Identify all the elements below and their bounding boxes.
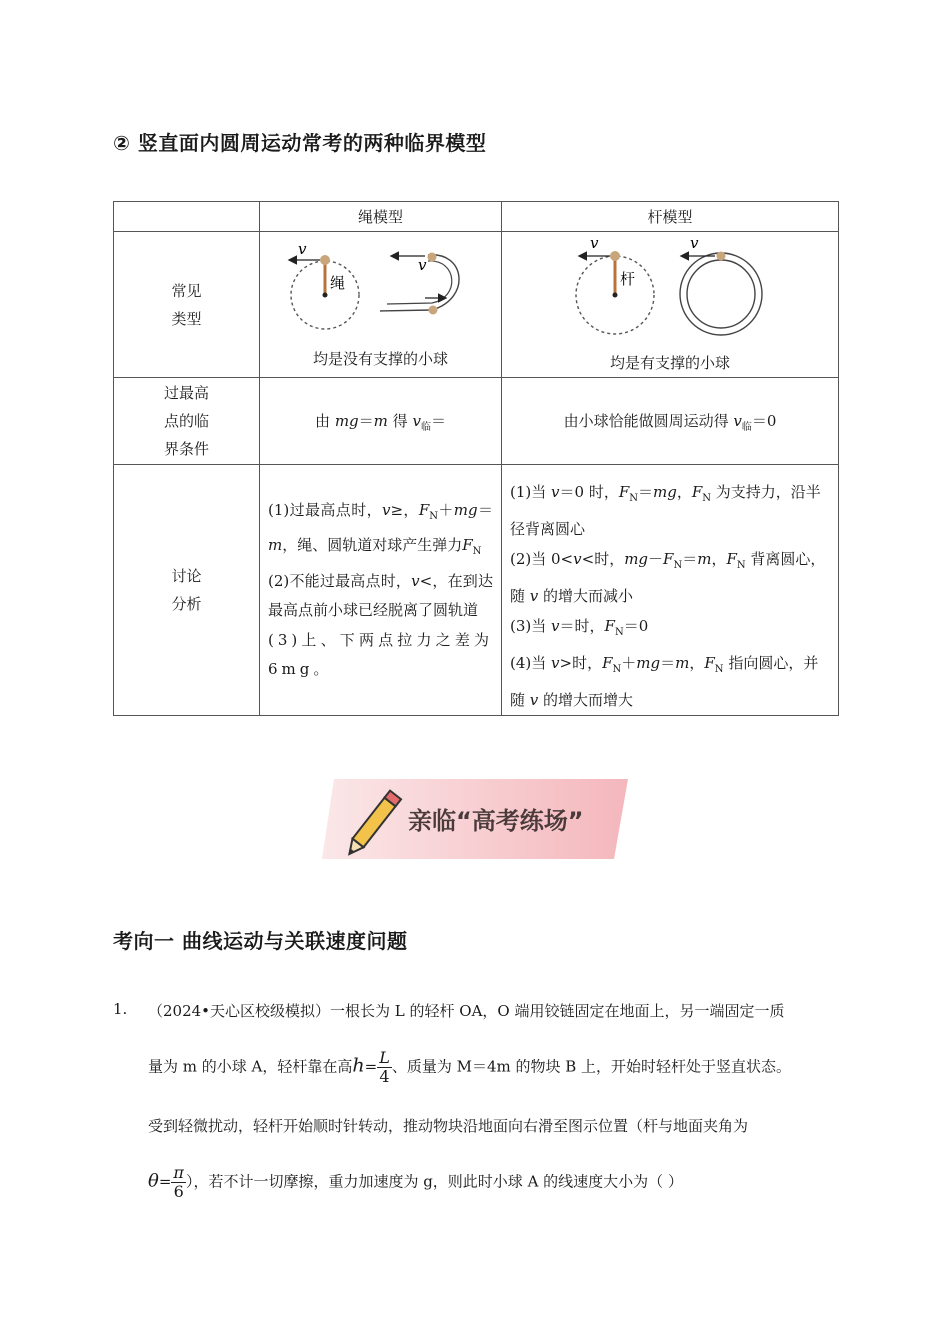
math-run: h [352,1054,365,1077]
math-run: θ [148,1170,159,1192]
discussion-point: (3)当 v＝时，$F_N=0$ [510,617,649,638]
text-run: 由 [315,411,335,430]
question-line [148,1164,683,1201]
critical-model-table [113,201,839,716]
math-run: m [373,411,388,430]
discussion-point: (3)上、下两点拉力之差为6mg。 [268,630,493,678]
row-label-line: 界条件 [163,440,209,458]
banner-text: 亲临“高考练场” [408,807,584,835]
row-label-line: 点的临 [163,412,209,430]
rope-caption: 均是没有支撑的小球 [312,350,448,368]
rope-v-label: v [298,240,307,258]
text-run: 量为 m 的小球 A，轻杆靠在高 [148,1057,353,1076]
header-rod-model: 杆模型 [502,202,839,232]
table-header-row [114,202,839,232]
track-ball-top [428,253,437,262]
tube-ball-top [717,252,726,261]
question-number: 1. [113,1000,128,1018]
row-label-discussion [114,465,260,716]
row-discussion [114,465,839,716]
discussion-point: (2)当 0<v<时，$mg-F_N=m$，$F_N$ 背离圆心，随 v 的增大而减小 [510,550,826,605]
track-ball-bottom [429,306,438,315]
rope-discussion [260,465,502,716]
banner-graphic [320,777,630,861]
row-label-line: 常见 [171,281,202,300]
math-run: v [733,411,742,430]
rod-center-dot [613,293,618,298]
text-run: 得 [387,411,413,430]
rod-v-label: v [590,234,599,252]
question-line [148,1049,791,1086]
rod-ball-top [610,251,620,261]
row-label-line: 分析 [171,595,202,613]
rope-center-dot [323,293,328,298]
tube-v-label: v [690,234,699,252]
rod-label: 杆 [620,270,636,288]
rod-caption: 均是有支撑的小球 [609,354,730,372]
section-heading: ② 竖直面内圆周运动常考的两种临界模型 [113,131,487,155]
text-run: ＝0 [751,411,777,430]
row-label-line: 过最高 [163,384,209,402]
rod-model-figure [502,232,838,348]
rod-condition [502,378,839,465]
discussion-point: (1)当 v＝0 时，$F_N=mg$，$F_N$ 为支持力，沿半径背离圆心 [510,483,821,538]
row-label-line: 类型 [171,309,202,328]
math-run: = [364,1057,378,1076]
discussion-point: (1)过最高点时，v≥，$F_N+mg=m$，绳、圆轨道对球产生弹力$F_N$ [268,500,493,557]
text-run: ＝ [430,411,446,430]
text-run: ＝ [358,411,374,430]
tube-outer [680,253,762,335]
row-label-types [114,232,260,378]
rope-ball-top [320,255,330,265]
rope-condition [260,378,502,465]
math-run: = [158,1172,172,1191]
row-label-condition [114,378,260,465]
discussion-point: (4)当 v>时，$F_N+mg=m$，$F_N$ 指向圆心，并随 v 的增大而增大 [510,654,819,709]
fraction: $\frac{L}{4}$ [379,1048,390,1086]
topic-heading: 考向一 曲线运动与关联速度问题 [113,929,408,953]
tube-inner [687,260,755,328]
math-run: v [412,411,421,430]
row-common-types [114,232,839,378]
rod-figure-cell [502,232,839,378]
track-v-label: v [418,256,427,274]
rope-model-figure [260,232,501,342]
row-critical-condition [114,378,839,465]
practice-banner [320,777,630,861]
rope-label: 绳 [330,274,346,292]
header-rope-model: 绳模型 [260,202,502,232]
subscript: 临 [420,421,431,433]
rod-discussion [502,465,839,716]
question-line: （2024•天心区校级模拟）一根长为 L 的轻杆 OA，O 端用铰链固定在地面上，另一端固定一质 [148,1002,785,1020]
text-run: ），若不计一切摩擦，重力加速度为 g，则此时小球 A 的线速度大小为（ ） [185,1172,683,1191]
discussion-point: (2)不能过最高点时，v<，在到达最高点前小球已经脱离了圆轨道 [268,571,493,619]
row-label-line: 讨论 [171,567,202,585]
header-empty-cell [114,202,260,232]
subscript: 临 [741,421,752,433]
text-run: 由小球恰能做圆周运动得 [563,411,734,430]
question-line: 受到轻微扰动，轻杆开始顺时针转动，推动物块沿地面向右滑至图示位置（杆与地面夹角为 [148,1117,749,1135]
fraction: $\frac{\pi}{6}$ [173,1163,184,1201]
math-run: mg [334,411,359,430]
text-run: 、质量为 M＝4m 的物块 B 上，开始时轻杆处于竖直状态。 [391,1057,792,1076]
rope-figure-cell [260,232,502,378]
